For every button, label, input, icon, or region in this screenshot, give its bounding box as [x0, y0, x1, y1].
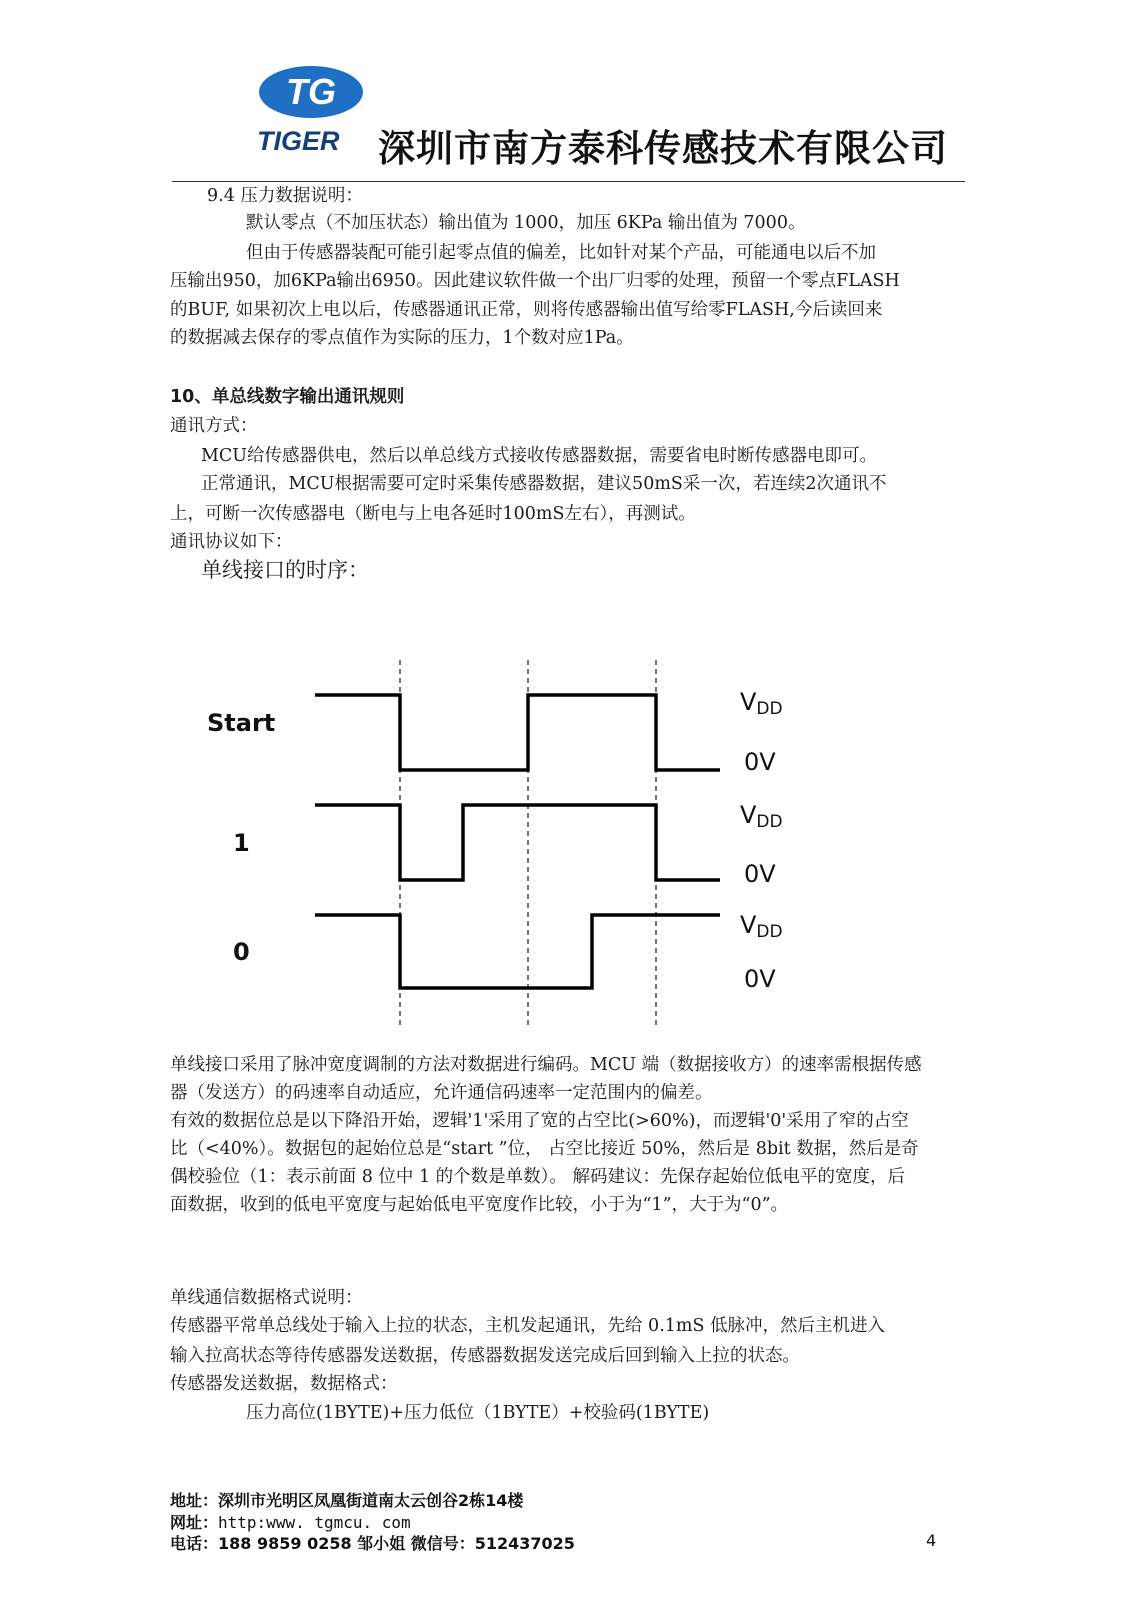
- zero-waveform: [315, 915, 720, 988]
- footer-phone: 电话：188 9859 0258 邹小姐 微信号：512437025: [170, 1534, 575, 1553]
- section-10-title: 10、单总线数字输出通讯规则: [170, 387, 405, 407]
- mode-line: MCU给传感器供电，然后以单总线方式接收传感器数据，需要省电时断传感器电即可。: [201, 446, 878, 466]
- encoding-line: 单线接口采用了脉冲宽度调制的方法对数据进行编码。MCU 端（数据接收方）的速率需根据传感: [170, 1055, 922, 1075]
- format-line: 传感器发送数据，数据格式：: [170, 1374, 398, 1394]
- zero-point-line: 默认零点（不加压状态）输出值为 1000，加压 6KPa 输出值为 7000。: [246, 213, 806, 233]
- header-divider: [172, 181, 965, 182]
- timing-label: 单线接口的时序：: [201, 558, 369, 582]
- encoding-line: 器（发送方）的码速率自动适应，允许通信码速率一定范围内的偏差。: [170, 1083, 713, 1103]
- logo-mark: TG: [286, 71, 336, 112]
- vdd-label: VDD: [740, 801, 783, 832]
- section-9-4-title: 9.4 压力数据说明：: [207, 186, 363, 206]
- zero-volt-label: 0V: [744, 965, 776, 993]
- encoding-line: 比（<40%）。数据包的起始位总是“start ”位， 占空比接近 50%，然后是 8bit 数据，然后是奇: [170, 1139, 919, 1159]
- vdd-label: VDD: [740, 911, 783, 942]
- company-logo: [255, 64, 375, 154]
- para-line: 压输出950，加6KPa输出6950。因此建议软件做一个出厂归零的处理，预留一个零点FLASH: [170, 271, 900, 291]
- one-label: 1: [233, 829, 250, 857]
- logo-word: TIGER: [257, 126, 340, 154]
- company-name: 深圳市南方泰科传感技术有限公司: [378, 127, 948, 170]
- mode-label: 通讯方式：: [170, 416, 258, 436]
- footer-address: 地址：深圳市光明区凤凰街道南太云创谷2栋14楼: [170, 1491, 524, 1510]
- normal-line: 正常通讯，MCU根据需要可定时采集传感器数据，建议50mS采一次，若连续2次通讯不: [201, 474, 887, 494]
- zero-label: 0: [233, 938, 250, 966]
- encoding-line: 有效的数据位总是以下降沿开始，逻辑'1'采用了宽的占空比(>60%)，而逻辑'0'采用了窄的占空: [170, 1111, 909, 1131]
- encoding-line: 面数据，收到的低电平宽度与起始低电平宽度作比较，小于为“1”，大于为“0”。: [170, 1195, 789, 1215]
- para-line: 的BUF, 如果初次上电以后，传感器通讯正常，则将传感器输出值写给零FLASH,今后读回来: [170, 300, 883, 320]
- one-waveform: [315, 805, 720, 880]
- vdd-label: VDD: [740, 688, 783, 719]
- zero-volt-label: 0V: [744, 860, 776, 888]
- start-waveform: [315, 695, 720, 770]
- protocol-label: 通讯协议如下：: [170, 532, 293, 552]
- para-line: 的数据减去保存的零点值作为实际的压力，1个数对应1Pa。: [170, 328, 634, 348]
- zero-volt-label: 0V: [744, 748, 776, 776]
- website-link[interactable]: http:www. tgmcu. com: [218, 1513, 411, 1532]
- start-label: Start: [207, 709, 276, 737]
- format-line: 输入拉高状态等待传感器发送数据，传感器数据发送完成后回到输入上拉的状态。: [170, 1346, 800, 1366]
- website-label: 网址：: [170, 1513, 219, 1532]
- data-format: 压力高位(1BYTE)+压力低位（1BYTE）+校验码(1BYTE): [246, 1403, 710, 1423]
- format-line: 传感器平常单总线处于输入上拉的状态，主机发起通讯，先给 0.1mS 低脉冲，然后主机进入: [170, 1316, 886, 1336]
- page-number: 4: [926, 1531, 937, 1550]
- normal-line: 上，可断一次传感器电（断电与上电各延时100mS左右），再测试。: [170, 504, 696, 524]
- encoding-line: 偶校验位（1：表示前面 8 位中 1 的个数是单数）。 解码建议：先保存起始位低电平的宽度，后: [170, 1167, 905, 1187]
- format-title: 单线通信数据格式说明：: [170, 1288, 363, 1308]
- para-line: 但由于传感器装配可能引起零点值的偏差，比如针对某个产品，可能通电以后不加: [246, 243, 876, 263]
- timing-diagram: [195, 655, 815, 1055]
- footer-website: [170, 1510, 411, 1533]
